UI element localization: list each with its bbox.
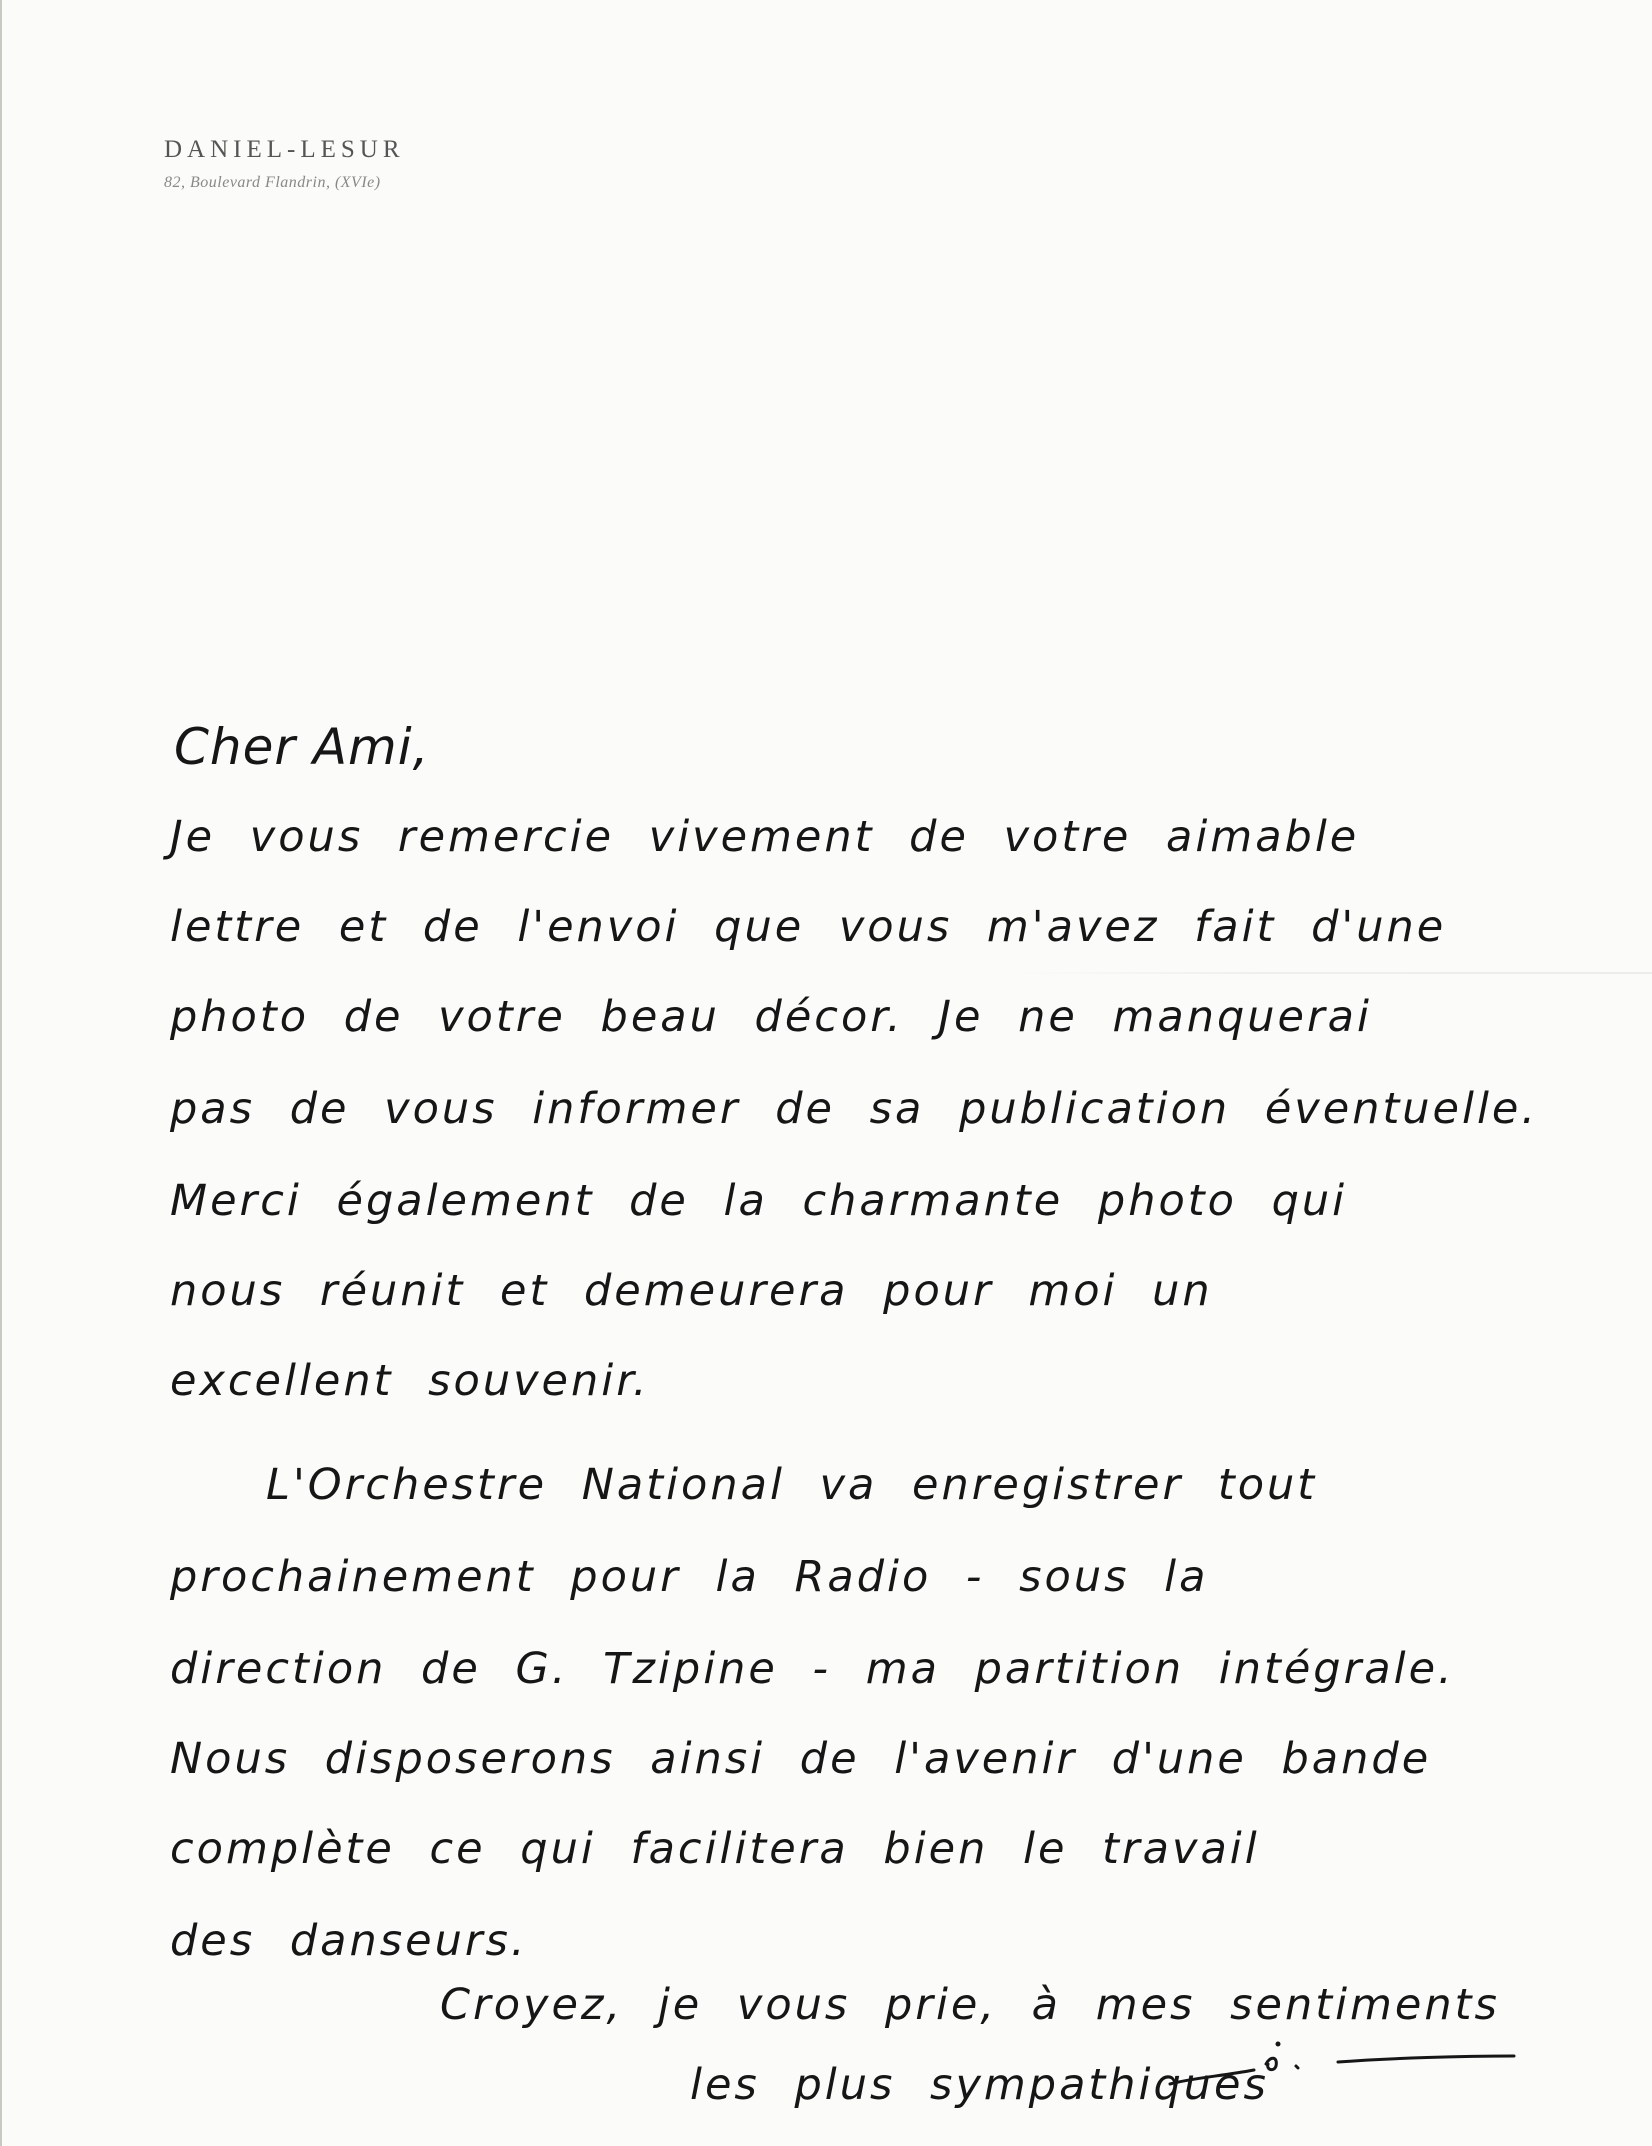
letter-line: excellent souvenir. xyxy=(170,1356,650,1406)
letter-line: nous réunit et demeurera pour moi un xyxy=(170,1266,1213,1316)
letter-line: des danseurs. xyxy=(170,1916,528,1966)
letter-line: prochainement pour la Radio - sous la xyxy=(170,1552,1209,1602)
closing-line: Croyez, je vous prie, à mes sentiments xyxy=(440,1980,1500,2030)
letter-line: Merci également de la charmante photo qui xyxy=(170,1176,1348,1226)
letterhead-address: 82, Boulevard Flandrin, (XVIe) xyxy=(164,174,381,191)
letterhead xyxy=(164,136,405,192)
letter-line: photo de votre beau décor. Je ne manquerai xyxy=(170,992,1372,1042)
salutation: Cher Ami, xyxy=(174,718,430,776)
letter-line: direction de G. Tzipine - ma partition intégrale. xyxy=(170,1644,1455,1694)
letter-line: L'Orchestre National va enregistrer tout xyxy=(266,1460,1318,1510)
letterhead-name: DANIEL-LESUR xyxy=(164,136,405,163)
letter-line: Je vous remercie vivement de votre aimable xyxy=(170,812,1360,862)
paper-fold-line xyxy=(1012,972,1652,974)
handwritten-signature xyxy=(1162,2020,1522,2100)
letter-line: pas de vous informer de sa publication éventuelle. xyxy=(170,1084,1539,1134)
letter-line: Nous disposerons ainsi de l'avenir d'une bande xyxy=(170,1734,1432,1784)
letter-line: complète ce qui facilitera bien le travail xyxy=(170,1824,1260,1874)
closing-line: les plus sympathiques xyxy=(690,2060,1269,2110)
letter-line: lettre et de l'envoi que vous m'avez fait d'une xyxy=(170,902,1447,952)
